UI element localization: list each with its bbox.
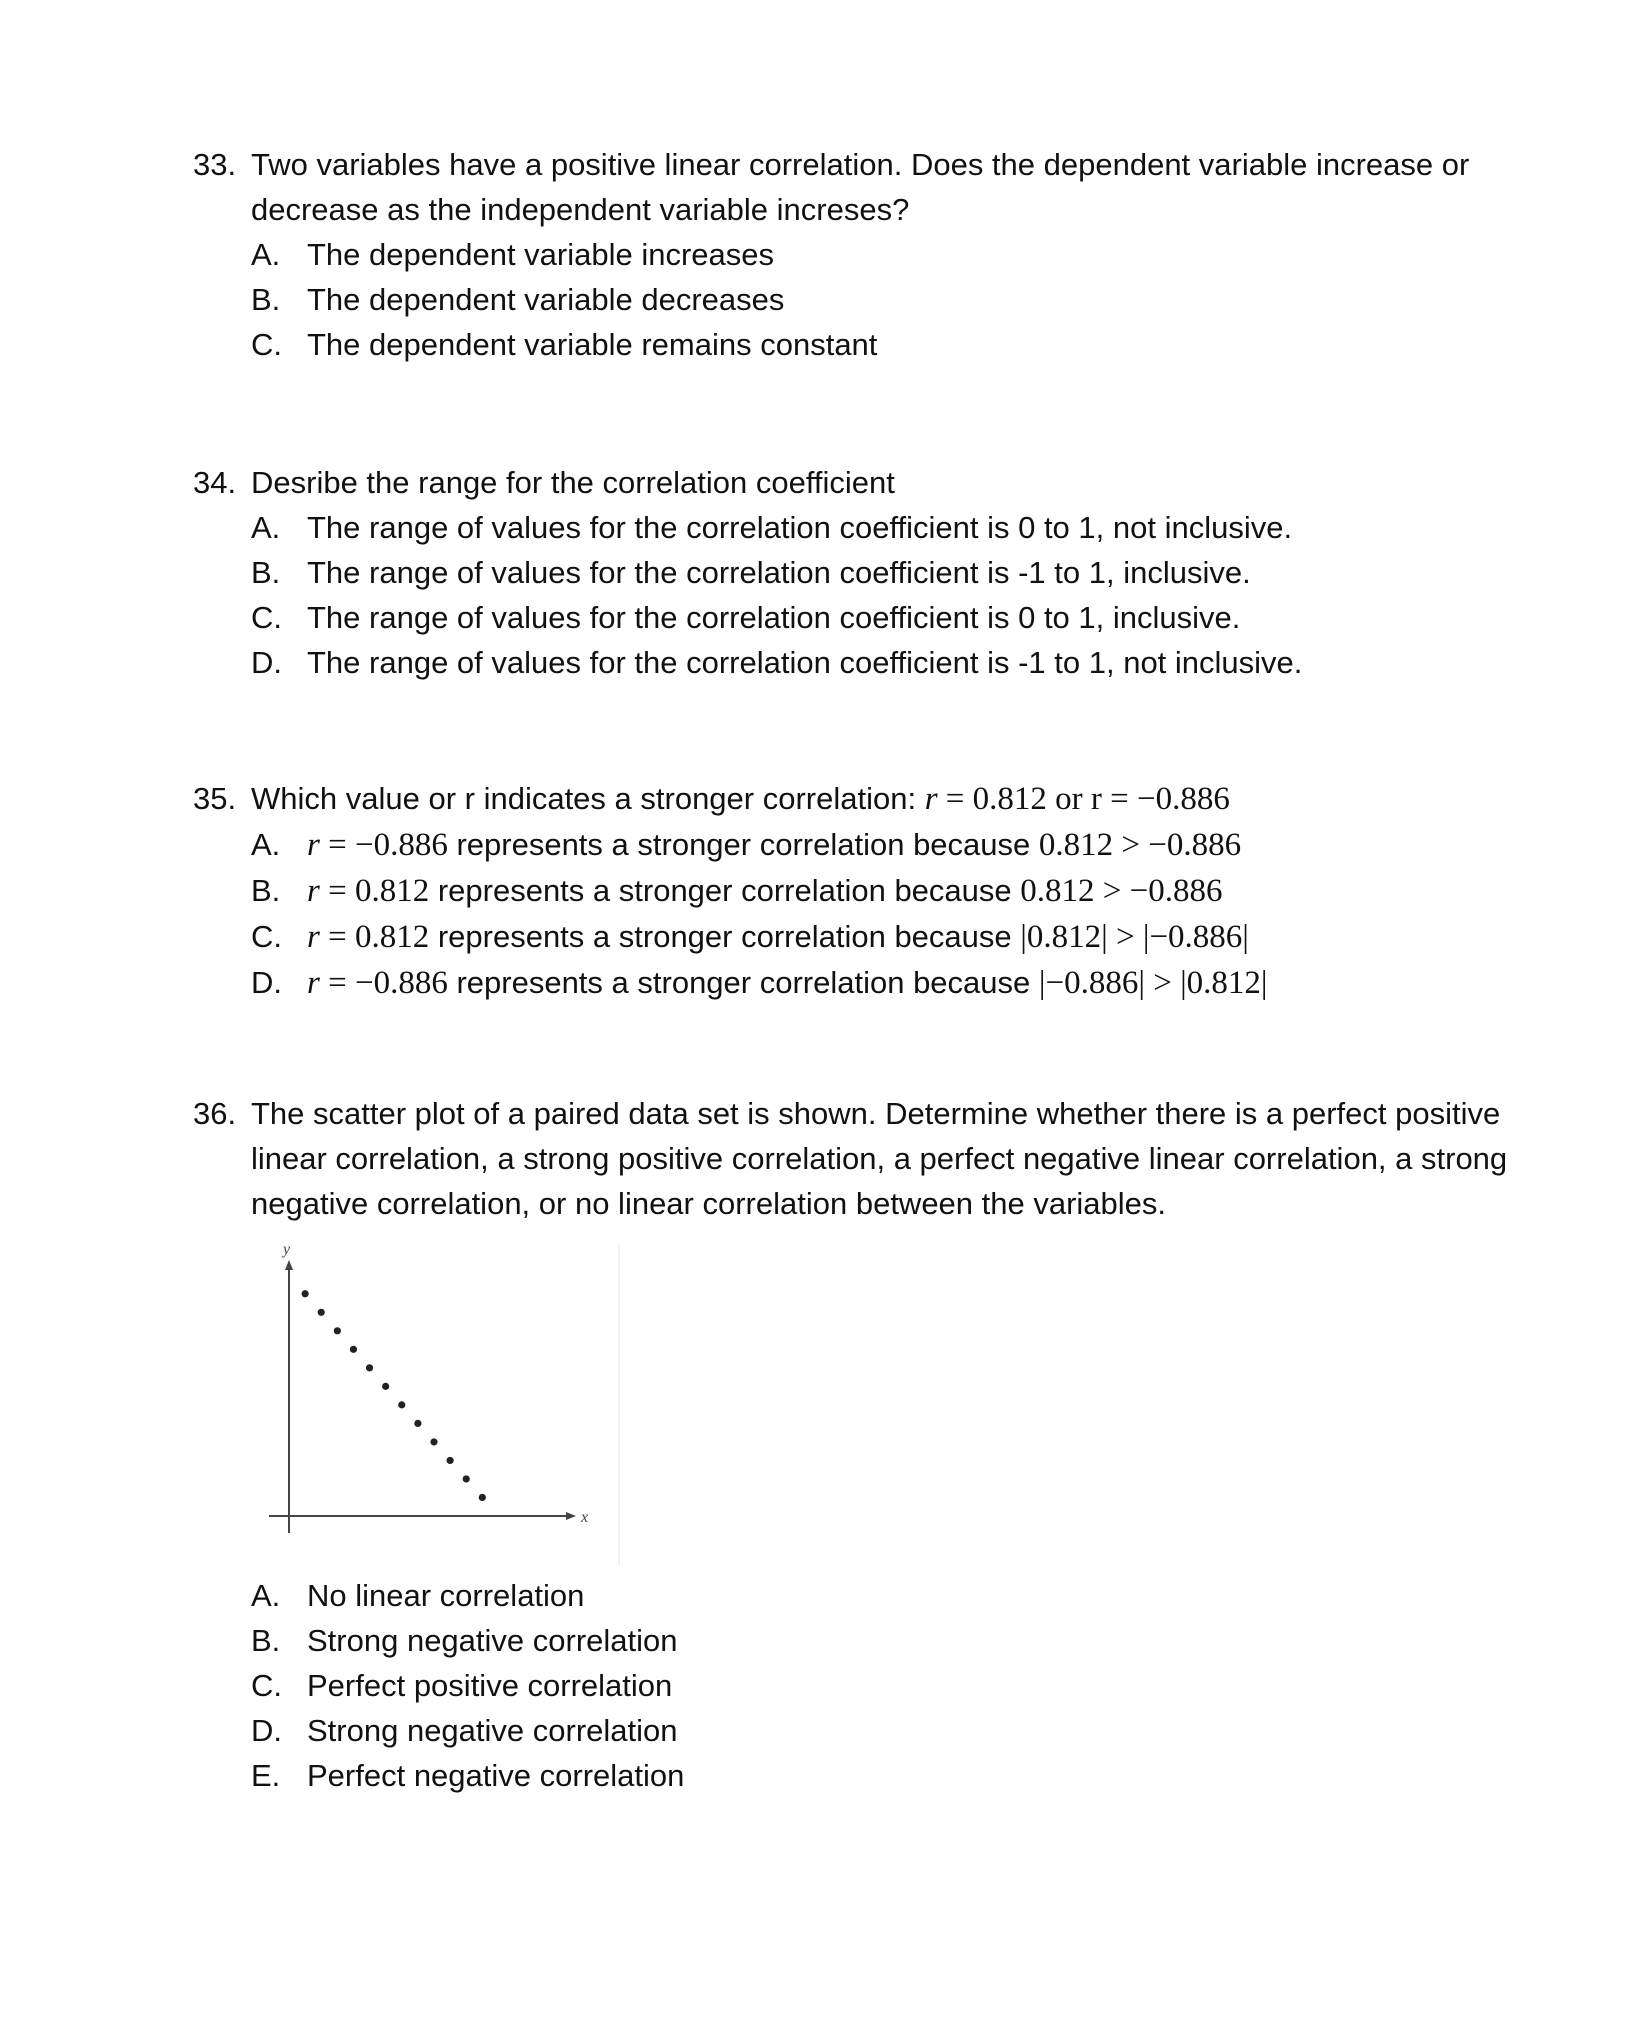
question-text-line: negative correlation, or no linear correlation between the variables.: [251, 1186, 1167, 1221]
option-lhs: 0.812: [354, 873, 430, 909]
option-e: [251, 1753, 684, 1798]
option-b: [251, 1618, 684, 1663]
scatter-point: [334, 1327, 341, 1334]
scatter-point: [479, 1494, 486, 1501]
option-c: [251, 1663, 684, 1708]
scatter-plot-svg: [251, 1238, 621, 1568]
option-letter: E.: [251, 1758, 281, 1793]
option-middle: represents a stronger correlation because: [447, 965, 1039, 1000]
option-d: [251, 1708, 684, 1753]
scatter-plot: [251, 1238, 621, 1568]
option-rhs: 0.812 > −0.886: [1038, 827, 1242, 863]
scatter-point: [430, 1438, 437, 1445]
option-text: Perfect negative correlation: [307, 1758, 685, 1793]
option-text: r = 0.812 represents a stronger correlation because 0.812 > −0.886: [307, 873, 1223, 909]
option-b: [251, 277, 1553, 322]
option-text: The dependent variable increases: [307, 237, 775, 272]
y-axis-arrow: [285, 1260, 293, 1270]
option-lhs: −0.886: [354, 827, 448, 863]
option-letter: B.: [251, 555, 281, 590]
option-letter: A.: [251, 510, 281, 545]
question-text: [251, 142, 1553, 232]
option-text: Strong negative correlation: [307, 1623, 678, 1658]
option-text: Perfect positive correlation: [307, 1668, 673, 1703]
option-letter: A.: [251, 1578, 281, 1613]
question-36: [193, 1091, 1553, 1568]
option-rhs: 0.812 > −0.886: [1020, 873, 1223, 909]
scatter-point: [414, 1420, 421, 1427]
option-letter: B.: [251, 282, 281, 317]
option-letter: D.: [251, 965, 282, 1000]
option-d: [251, 640, 1553, 685]
option-letter: B.: [251, 873, 281, 908]
option-text: r = −0.886 represents a stronger correlation because 0.812 > −0.886: [307, 827, 1242, 863]
option-letter: B.: [251, 1623, 281, 1658]
option-text: The range of values for the correlation coefficient is 0 to 1, not inclusive.: [307, 510, 1293, 545]
option-letter: A.: [251, 827, 281, 862]
option-lhs: 0.812: [354, 919, 430, 955]
option-letter: C.: [251, 919, 282, 954]
option-middle: represents a stronger correlation because: [429, 873, 1021, 908]
scatter-points: [302, 1290, 486, 1501]
option-lhs: −0.886: [354, 965, 448, 1001]
option-letter: D.: [251, 645, 282, 680]
scatter-point: [382, 1383, 389, 1390]
option-letter: D.: [251, 1713, 282, 1748]
scatter-point: [463, 1475, 470, 1482]
question-number: 36.: [193, 1096, 237, 1131]
option-a: [251, 505, 1553, 550]
option-middle: represents a stronger correlation because: [429, 919, 1021, 954]
x-axis-arrow: [566, 1512, 576, 1520]
x-axis-label: x: [581, 1509, 589, 1526]
question-number: 33.: [193, 147, 237, 182]
math-expression: 0.812 or r = −0.886: [972, 781, 1230, 817]
option-c: [251, 322, 1553, 367]
scatter-point: [350, 1346, 357, 1353]
option-letter: C.: [251, 600, 282, 635]
question-36-options: [193, 1573, 684, 1798]
option-letter: C.: [251, 327, 282, 362]
question-35: [193, 776, 1553, 1006]
option-c: [251, 595, 1553, 640]
question-number: 34.: [193, 465, 237, 500]
option-text: r = −0.886 represents a stronger correlation because |−0.886| > |0.812|: [307, 965, 1268, 1001]
y-axis-label: y: [283, 1241, 291, 1258]
option-letter: A.: [251, 237, 281, 272]
question-text-line: decrease as the independent variable increses?: [251, 192, 910, 227]
question-text-line: Two variables have a positive linear correlation. Does the dependent variable increase or: [251, 147, 1470, 182]
option-rhs: |0.812| > |−0.886|: [1020, 919, 1249, 955]
question-math: r = 0.812 or r = −0.886: [924, 781, 1230, 817]
option-rhs: |−0.886| > |0.812|: [1038, 965, 1268, 1001]
question-33: [193, 142, 1553, 367]
option-text: No linear correlation: [307, 1578, 585, 1613]
question-number: 35.: [193, 781, 237, 816]
scatter-point: [302, 1290, 309, 1297]
question-text-line: linear correlation, a strong positive correlation, a perfect negative linear correlation, a strong: [251, 1141, 1508, 1176]
scatter-point: [398, 1401, 405, 1408]
option-middle: represents a stronger correlation because: [447, 827, 1039, 862]
question-text: [251, 1091, 1553, 1226]
scatter-point: [366, 1364, 373, 1371]
option-text: The range of values for the correlation coefficient is -1 to 1, inclusive.: [307, 555, 1251, 590]
option-c: [251, 914, 1553, 960]
option-b: [251, 868, 1553, 914]
option-letter: C.: [251, 1668, 282, 1703]
option-a: [251, 822, 1553, 868]
scatter-point: [318, 1309, 325, 1316]
question-34: [193, 460, 1553, 685]
question-text: Desribe the range for the correlation coefficient: [251, 465, 895, 500]
option-b: [251, 550, 1553, 595]
option-a: [251, 232, 1553, 277]
option-d: [251, 960, 1553, 1006]
scatter-point: [447, 1457, 454, 1464]
option-a: [251, 1573, 684, 1618]
question-text-line: The scatter plot of a paired data set is shown. Determine whether there is a perfect positive: [251, 1096, 1501, 1131]
question-text: [251, 776, 1553, 822]
option-text: The range of values for the correlation coefficient is -1 to 1, not inclusive.: [307, 645, 1303, 680]
option-text: r = 0.812 represents a stronger correlation because |0.812| > |−0.886|: [307, 919, 1249, 955]
option-text: The dependent variable decreases: [307, 282, 785, 317]
question-text-line: Which value or r indicates a stronger correlation:: [251, 781, 925, 816]
option-text: Strong negative correlation: [307, 1713, 678, 1748]
option-text: The dependent variable remains constant: [307, 327, 878, 362]
option-text: The range of values for the correlation coefficient is 0 to 1, inclusive.: [307, 600, 1241, 635]
